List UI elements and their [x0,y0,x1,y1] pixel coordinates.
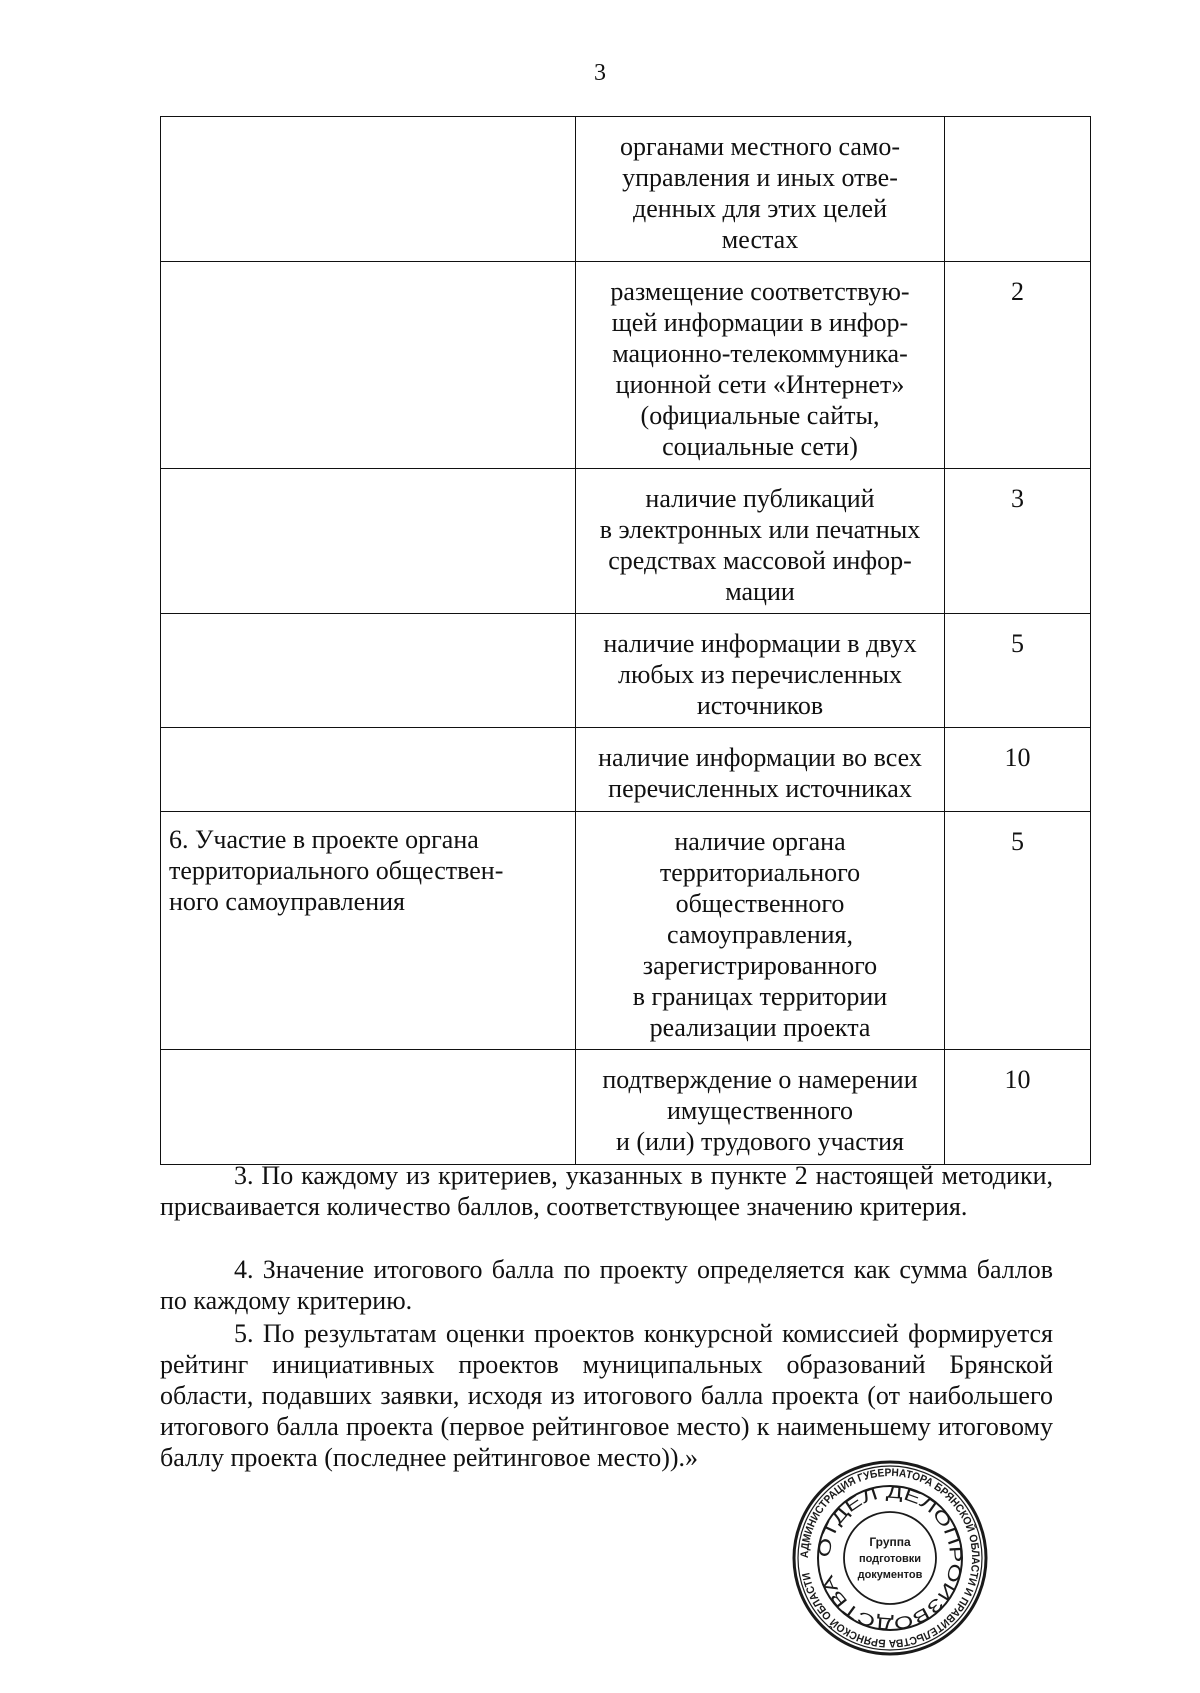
indicator-line: в границах территории [632,982,888,1011]
indicator-line: наличие публикаций [645,484,875,513]
criterion-cell [161,469,576,614]
indicator-cell [576,728,945,812]
indicator-line: местах [721,225,799,254]
indicator-line: и (или) трудового участия [616,1127,904,1156]
table-row [161,262,1091,469]
paragraph-5: 5. По результатам оценки проектов конкурсной комиссией формируется рейтинг инициативных проектов муниципальных образований Брянской области, подавших заявки, исходя из итогового балла проекта (от наибольшего итогового балла проекта (первое рейтинговое место) к наименьшему итоговому баллу проекта (последнее рейтинговое место)).» [160,1319,1053,1472]
indicator-line: наличие органа [674,827,846,856]
indicator-line: ционной сети «Интернет» [615,370,905,399]
indicator-line: территориального [659,858,861,887]
criteria-table [160,116,1091,1165]
indicator-line: (официальные сайты, [640,401,880,430]
paragraph-3: 3. По каждому из критериев, указанных в пункте 2 настоящей методики, присваивается количество баллов, соответствующее значению критерия. [160,1161,1053,1221]
stamp-outer-text: АДМИНИСТРАЦИЯ ГУБЕРНАТОРА БРЯНСКОЙ ОБЛАСТИ И ПРАВИТЕЛЬСТВА БРЯНСКОЙ ОБЛАСТИ [798,1466,982,1650]
indicator-line: зарегистрированного [642,951,878,980]
criterion-cell [161,117,576,262]
criterion-cell [161,812,576,1050]
table-row [161,614,1091,728]
score-cell: 5 [945,614,1091,728]
criterion-cell [161,1050,576,1165]
indicator-line: социальные сети) [662,432,858,461]
criterion-line: ного самоуправления [169,887,405,916]
indicator-line: мационно-телекоммуника- [612,339,908,368]
table-row [161,812,1091,1050]
criterion-line: территориального обществен- [169,856,504,885]
indicator-cell [576,469,945,614]
criterion-line: 6. Участие в проекте органа [169,825,479,854]
office-stamp [790,1458,990,1658]
indicator-line: подтверждение о намерении [602,1065,918,1094]
indicator-line: денных для этих целей [632,194,888,223]
criterion-cell [161,614,576,728]
indicator-line: общественного [675,889,845,918]
score-cell: 10 [945,1050,1091,1165]
table-row [161,1050,1091,1165]
stamp-center-line: Группа [869,1535,911,1549]
indicator-line: имущественного [667,1096,853,1125]
indicator-cell [576,262,945,469]
indicator-line: щей информации в инфор- [611,308,909,337]
criterion-cell [161,262,576,469]
indicator-line: органами местного само- [619,132,900,161]
paragraph-4: 4. Значение итогового балла по проекту определяется как сумма баллов по каждому критерию. [160,1255,1053,1315]
indicator-cell [576,812,945,1050]
indicator-cell [576,117,945,262]
indicator-cell [576,614,945,728]
indicator-line: размещение соответствую- [610,277,910,306]
stamp-middle-text: ОТДЕЛ ДЕЛОПРОИЗВОДСТВА [814,1482,966,1634]
score-cell: 10 [945,728,1091,812]
indicator-line: мации [725,577,795,606]
score-cell: 5 [945,812,1091,1050]
table-row [161,469,1091,614]
indicator-line: в электронных или печатных [599,515,921,544]
stamp-center-line: документов [857,1569,923,1581]
indicator-line: источников [696,691,824,720]
score-cell: 3 [945,469,1091,614]
page-number: 3 [594,60,606,86]
criterion-cell [161,728,576,812]
table-row [161,728,1091,812]
indicator-line: средствах массовой инфор- [608,546,912,575]
indicator-cell [576,1050,945,1165]
indicator-line: любых из перечисленных [618,660,902,689]
indicator-line: самоуправления, [666,920,854,949]
indicator-line: управления и иных отве- [622,163,898,192]
indicator-line: наличие информации во всех [598,743,922,772]
score-cell [945,117,1091,262]
indicator-line: наличие информации в двух [603,629,917,658]
table-row [161,117,1091,262]
stamp-center-line: подготовки [858,1553,922,1565]
indicator-line: перечисленных источниках [608,774,912,803]
indicator-line: реализации проекта [649,1013,871,1042]
score-cell: 2 [945,262,1091,469]
